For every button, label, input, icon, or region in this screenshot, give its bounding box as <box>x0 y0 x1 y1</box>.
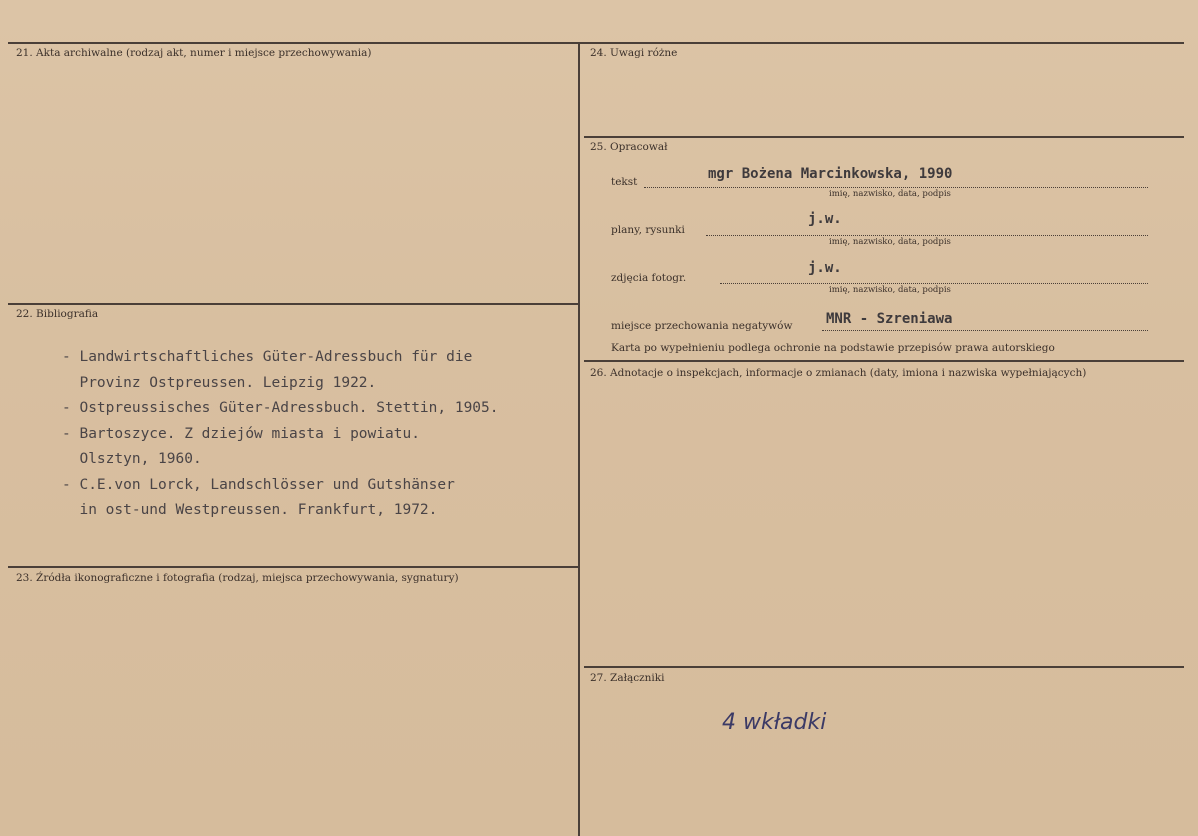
bibliography-line: Provinz Ostpreussen. Leipzig 1922. <box>62 374 377 391</box>
zdjecia-value: j.w. <box>808 260 842 276</box>
bibliography-line: - C.E.von Lorck, Landschlösser und Gutshänser <box>62 476 455 493</box>
attachments-handwritten: 4 wkładki <box>722 710 827 735</box>
section-26-label: 26. Adnotacje o inspekcjach, informacje o zmianach (daty, imiona i nazwiska wypełniających) <box>590 367 1087 379</box>
bibliography-list <box>62 345 499 524</box>
negatywy-value: MNR - Szreniawa <box>826 311 953 327</box>
right-rule-25 <box>584 136 1184 138</box>
bibliography-line: Olsztyn, 1960. <box>62 451 202 467</box>
plany-caption: imię, nazwisko, data, podpis <box>829 237 951 247</box>
tekst-label: tekst <box>611 176 638 188</box>
negatywy-line <box>822 330 1148 331</box>
top-rule <box>8 42 1184 44</box>
section-27-label: 27. Załączniki <box>590 672 665 684</box>
bibliography-line: - Bartoszyce. Z dziejów miasta i powiatu. <box>62 425 420 442</box>
section-21-label: 21. Akta archiwalne (rodzaj akt, numer i miejsce przechowywania) <box>16 47 372 59</box>
zdjecia-label: zdjęcia fotogr. <box>611 272 687 284</box>
section-22-label: 22. Bibliografia <box>16 308 99 320</box>
zdjecia-line <box>720 283 1148 284</box>
plany-label: plany, rysunki <box>611 224 685 236</box>
tekst-caption: imię, nazwisko, data, podpis <box>829 189 951 199</box>
center-divider <box>578 42 580 836</box>
copyright-note: Karta po wypełnieniu podlega ochronie na podstawie przepisów prawa autorskiego <box>611 342 1055 354</box>
tekst-line <box>644 187 1148 188</box>
bibliography-line: - Ostpreussisches Güter-Adressbuch. Stettin, 1905. <box>62 400 499 416</box>
zdjecia-caption: imię, nazwisko, data, podpis <box>829 285 951 295</box>
plany-line <box>706 235 1148 236</box>
section-25-label: 25. Opracował <box>590 141 668 153</box>
section-23-label: 23. Źródła ikonograficzne i fotografia (rodzaj, miejsca przechowywania, sygnatury) <box>16 572 459 584</box>
right-rule-26 <box>584 360 1184 362</box>
right-rule-27 <box>584 666 1184 668</box>
negatywy-label: miejsce przechowania negatywów <box>611 320 793 332</box>
left-rule-22 <box>8 303 578 305</box>
left-rule-23 <box>8 566 578 568</box>
bibliography-line: in ost-und Westpreussen. Frankfurt, 1972. <box>62 502 438 518</box>
tekst-value: mgr Bożena Marcinkowska, 1990 <box>708 166 953 182</box>
plany-value: j.w. <box>808 211 842 227</box>
section-24-label: 24. Uwagi różne <box>590 47 678 59</box>
bibliography-line: - Landwirtschaftliches Güter-Adressbuch für die <box>62 349 473 365</box>
